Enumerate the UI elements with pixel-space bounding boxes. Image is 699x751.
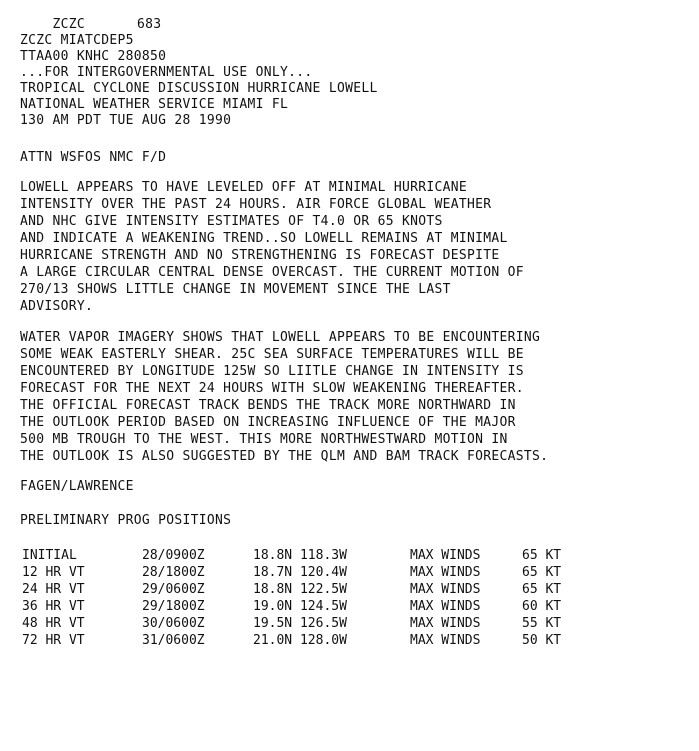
table-row [20, 564, 562, 581]
prog-positions-table [20, 547, 562, 649]
row-winds-label: MAX WINDS [410, 616, 481, 631]
discussion-paragraph-2 [20, 329, 548, 465]
paragraph-line: AND NHC GIVE INTENSITY ESTIMATES OF T4.0 OR 65 KNOTS [20, 214, 443, 229]
row-position: 18.7N 120.4W [253, 565, 347, 580]
prog-positions-title: PRELIMINARY PROG POSITIONS [20, 513, 232, 528]
row-winds-label: MAX WINDS [410, 548, 481, 563]
row-time: 28/1800Z [142, 565, 205, 580]
paragraph-line: FORECAST FOR THE NEXT 24 HOURS WITH SLOW WEAKENING THEREAFTER. [20, 381, 524, 396]
row-label: 36 HR VT [22, 599, 85, 614]
row-winds-label: MAX WINDS [410, 582, 481, 597]
header-line: ZCZC MIATCDEP5 [20, 33, 134, 48]
row-winds: 60 KT [522, 599, 562, 614]
paragraph-line: THE OUTLOOK IS ALSO SUGGESTED BY THE QLM AND BAM TRACK FORECASTS. [20, 449, 549, 464]
paragraph-line: 270/13 SHOWS LITTLE CHANGE IN MOVEMENT SINCE THE LAST [20, 282, 451, 297]
row-winds-label: MAX WINDS [410, 599, 481, 614]
table-row [20, 632, 562, 649]
row-label: INITIAL [22, 548, 77, 563]
row-label: 12 HR VT [22, 565, 85, 580]
row-winds: 65 KT [522, 548, 562, 563]
paragraph-line: HURRICANE STRENGTH AND NO STRENGTHENING IS FORECAST DESPITE [20, 248, 500, 263]
row-position: 19.0N 124.5W [253, 599, 347, 614]
row-time: 30/0600Z [142, 616, 205, 631]
paragraph-line: THE OUTLOOK PERIOD BASED ON INCREASING INFLUENCE OF THE MAJOR [20, 415, 516, 430]
transmission-number: 683 [137, 17, 162, 32]
discussion-paragraph-1 [20, 179, 524, 315]
row-winds-label: MAX WINDS [410, 565, 481, 580]
row-label: 24 HR VT [22, 582, 85, 597]
paragraph-line: LOWELL APPEARS TO HAVE LEVELED OFF AT MINIMAL HURRICANE [20, 180, 467, 195]
row-winds: 55 KT [522, 616, 562, 631]
row-position: 18.8N 122.5W [253, 582, 347, 597]
attention-line: ATTN WSFOS NMC F/D [20, 150, 167, 165]
paragraph-line: SOME WEAK EASTERLY SHEAR. 25C SEA SURFACE TEMPERATURES WILL BE [20, 347, 524, 362]
row-time: 29/0600Z [142, 582, 205, 597]
paragraph-line: 500 MB TROUGH TO THE WEST. THIS MORE NORTHWESTWARD MOTION IN [20, 432, 508, 447]
row-winds-label: MAX WINDS [410, 633, 481, 648]
header-line: TROPICAL CYCLONE DISCUSSION HURRICANE LOWELL [20, 81, 378, 96]
table-row [20, 598, 562, 615]
table-row [20, 615, 562, 632]
header-line: TTAA00 KNHC 280850 [20, 49, 167, 64]
table-row [20, 547, 562, 564]
row-winds: 65 KT [522, 565, 562, 580]
paragraph-line: A LARGE CIRCULAR CENTRAL DENSE OVERCAST. THE CURRENT MOTION OF [20, 265, 524, 280]
paragraph-line: ADVISORY. [20, 299, 94, 314]
paragraph-line: ENCOUNTERED BY LONGITUDE 125W SO LIITLE CHANGE IN INTENSITY IS [20, 364, 524, 379]
row-winds: 50 KT [522, 633, 562, 648]
row-winds: 65 KT [522, 582, 562, 597]
paragraph-line: THE OFFICIAL FORECAST TRACK BENDS THE TRACK MORE NORTHWARD IN [20, 398, 516, 413]
transmission-code: ZCZC [52, 17, 86, 32]
row-time: 28/0900Z [142, 548, 205, 563]
forecaster-signature: FAGEN/LAWRENCE [20, 479, 134, 494]
table-row [20, 581, 562, 598]
header-line: NATIONAL WEATHER SERVICE MIAMI FL [20, 97, 289, 112]
paragraph-line: WATER VAPOR IMAGERY SHOWS THAT LOWELL APPEARS TO BE ENCOUNTERING [20, 330, 541, 345]
row-label: 48 HR VT [22, 616, 85, 631]
header-line: 130 AM PDT TUE AUG 28 1990 [20, 113, 232, 128]
row-position: 19.5N 126.5W [253, 616, 347, 631]
row-time: 29/1800Z [142, 599, 205, 614]
row-time: 31/0600Z [142, 633, 205, 648]
paragraph-line: INTENSITY OVER THE PAST 24 HOURS. AIR FORCE GLOBAL WEATHER [20, 197, 492, 212]
row-label: 72 HR VT [22, 633, 85, 648]
row-position: 21.0N 128.0W [253, 633, 347, 648]
header-line: ...FOR INTERGOVERNMENTAL USE ONLY... [20, 65, 313, 80]
paragraph-line: AND INDICATE A WEAKENING TREND..SO LOWELL REMAINS AT MINIMAL [20, 231, 508, 246]
row-position: 18.8N 118.3W [253, 548, 347, 563]
